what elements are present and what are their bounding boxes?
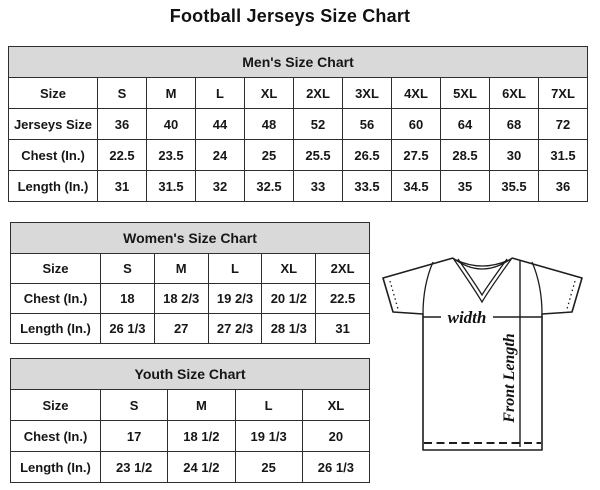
page-title: Football Jerseys Size Chart	[169, 6, 411, 26]
width-label: width	[447, 308, 487, 327]
value-cell: 31	[316, 314, 370, 344]
value-cell: 27.5	[392, 140, 441, 171]
table-row	[11, 421, 370, 452]
value-cell: L	[208, 254, 262, 284]
youth-size-chart-table	[10, 358, 370, 483]
value-cell: 34.5	[392, 171, 441, 202]
value-cell: 33.5	[343, 171, 392, 202]
womens-chart-title: Women's Size Chart	[11, 223, 370, 254]
row-label-cell: Length (In.)	[11, 452, 101, 483]
value-cell: 23 1/2	[101, 452, 168, 483]
value-cell: 25	[245, 140, 294, 171]
value-cell: L	[196, 78, 245, 109]
value-cell: 32	[196, 171, 245, 202]
value-cell: 27	[154, 314, 208, 344]
row-label-cell: Size	[9, 78, 98, 109]
value-cell: 40	[147, 109, 196, 140]
row-label-cell: Chest (In.)	[11, 284, 101, 314]
value-cell: S	[101, 390, 168, 421]
value-cell: 33	[294, 171, 343, 202]
mens-chart-title: Men's Size Chart	[9, 47, 588, 78]
table-row	[9, 140, 588, 171]
value-cell: 18	[101, 284, 155, 314]
value-cell: 28 1/3	[262, 314, 316, 344]
value-cell: 20 1/2	[262, 284, 316, 314]
front-length-label: Front Length	[501, 333, 518, 423]
value-cell: 2XL	[316, 254, 370, 284]
value-cell: L	[235, 390, 302, 421]
value-cell: 25	[235, 452, 302, 483]
value-cell: 7XL	[539, 78, 588, 109]
value-cell: 22.5	[98, 140, 147, 171]
row-label-cell: Size	[11, 254, 101, 284]
value-cell: 18 2/3	[154, 284, 208, 314]
value-cell: 44	[196, 109, 245, 140]
value-cell: M	[154, 254, 208, 284]
value-cell: 48	[245, 109, 294, 140]
value-cell: 28.5	[441, 140, 490, 171]
value-cell: 24	[196, 140, 245, 171]
mens-size-chart-table	[8, 46, 588, 202]
value-cell: 5XL	[441, 78, 490, 109]
row-label-cell: Length (In.)	[9, 171, 98, 202]
table-header-row	[11, 359, 370, 390]
value-cell: 25.5	[294, 140, 343, 171]
womens-size-chart-table	[10, 222, 370, 344]
value-cell: S	[101, 254, 155, 284]
value-cell: M	[168, 390, 235, 421]
right-sleeve-seam	[532, 262, 542, 314]
value-cell: 3XL	[343, 78, 392, 109]
value-cell: 60	[392, 109, 441, 140]
row-label-cell: Chest (In.)	[11, 421, 101, 452]
value-cell: 35	[441, 171, 490, 202]
jersey-outline	[383, 258, 582, 450]
value-cell: 52	[294, 109, 343, 140]
value-cell: 4XL	[392, 78, 441, 109]
value-cell: 36	[98, 109, 147, 140]
table-row	[9, 78, 588, 109]
row-label-cell: Length (In.)	[11, 314, 101, 344]
table-header-row	[9, 47, 588, 78]
value-cell: 19 1/3	[235, 421, 302, 452]
value-cell: 56	[343, 109, 392, 140]
value-cell: 18 1/2	[168, 421, 235, 452]
table-header-row	[11, 223, 370, 254]
table-row	[11, 452, 370, 483]
value-cell: 27 2/3	[208, 314, 262, 344]
row-label-cell: Jerseys Size	[9, 109, 98, 140]
value-cell: 17	[101, 421, 168, 452]
value-cell: 36	[539, 171, 588, 202]
value-cell: 32.5	[245, 171, 294, 202]
value-cell: 2XL	[294, 78, 343, 109]
value-cell: 30	[490, 140, 539, 171]
table-row	[9, 171, 588, 202]
value-cell: 35.5	[490, 171, 539, 202]
value-cell: 31.5	[539, 140, 588, 171]
table-row	[9, 109, 588, 140]
value-cell: 23.5	[147, 140, 196, 171]
value-cell: 6XL	[490, 78, 539, 109]
table-row	[11, 254, 370, 284]
table-row	[11, 284, 370, 314]
value-cell: M	[147, 78, 196, 109]
value-cell: XL	[262, 254, 316, 284]
value-cell: 24 1/2	[168, 452, 235, 483]
value-cell: 72	[539, 109, 588, 140]
value-cell: XL	[245, 78, 294, 109]
left-sleeve-seam	[423, 262, 433, 314]
value-cell: XL	[302, 390, 369, 421]
value-cell: 26 1/3	[101, 314, 155, 344]
value-cell: 20	[302, 421, 369, 452]
youth-chart-title: Youth Size Chart	[11, 359, 370, 390]
value-cell: 22.5	[316, 284, 370, 314]
value-cell: 26 1/3	[302, 452, 369, 483]
value-cell: 68	[490, 109, 539, 140]
value-cell: 26.5	[343, 140, 392, 171]
value-cell: 31.5	[147, 171, 196, 202]
value-cell: 31	[98, 171, 147, 202]
value-cell: 64	[441, 109, 490, 140]
row-label-cell: Chest (In.)	[9, 140, 98, 171]
row-label-cell: Size	[11, 390, 101, 421]
value-cell: 19 2/3	[208, 284, 262, 314]
value-cell: S	[98, 78, 147, 109]
table-row	[11, 390, 370, 421]
jersey-measurement-diagram	[375, 250, 590, 455]
table-row	[11, 314, 370, 344]
